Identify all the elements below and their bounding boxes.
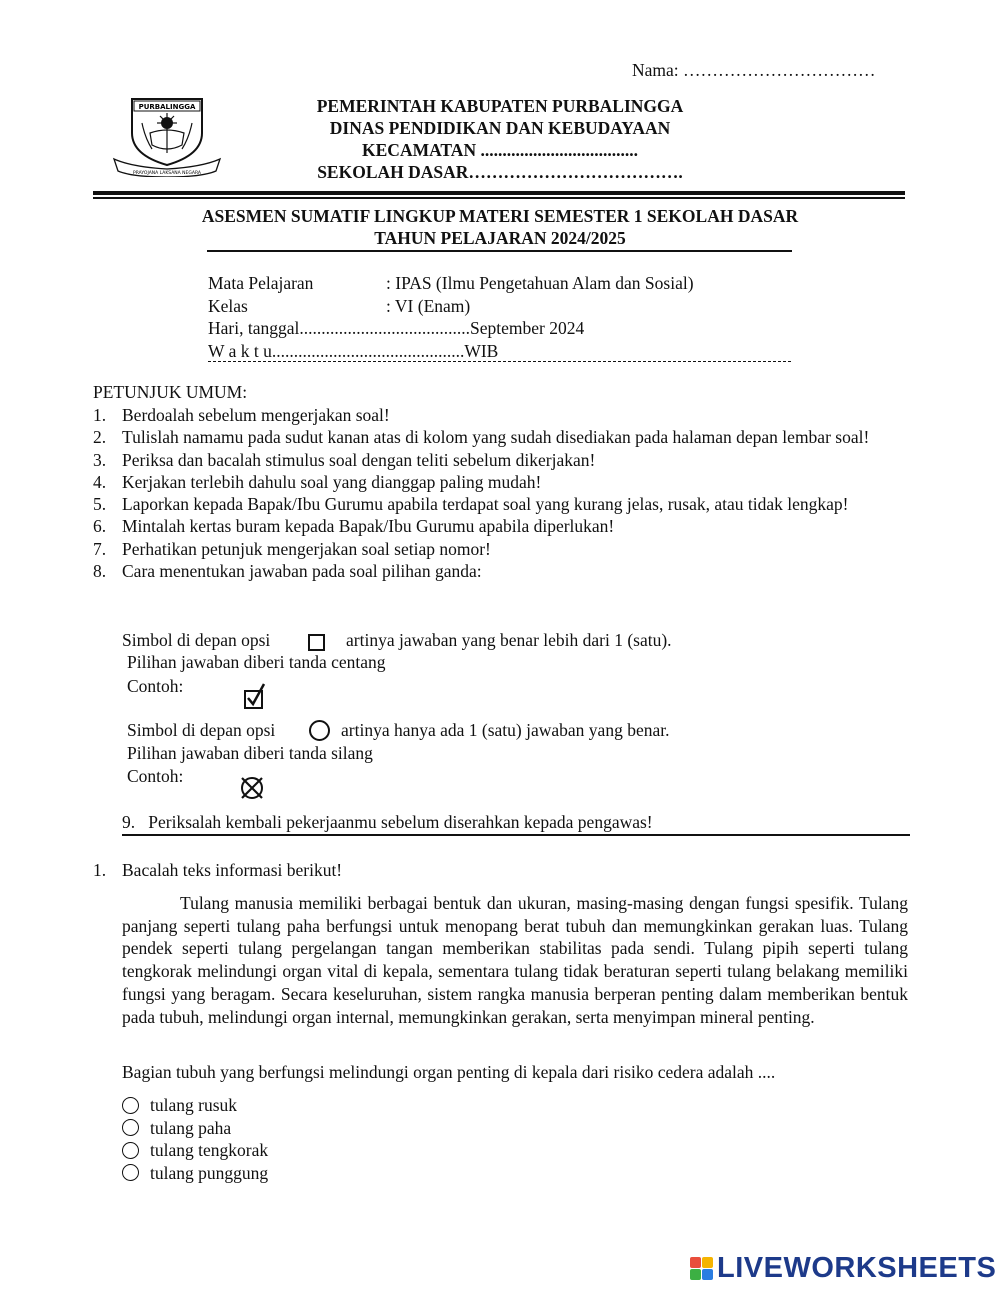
logo-bottom-text: PRAYOJANA LAKSANA NEGARA (133, 171, 201, 176)
option-label: tulang punggung (150, 1162, 269, 1183)
dashed-divider (208, 361, 791, 362)
radio-circle-icon[interactable] (122, 1119, 139, 1136)
exam-title-line-2: TAHUN PELAJARAN 2024/2025 (374, 228, 626, 248)
option-d[interactable] (122, 1162, 268, 1185)
student-name-field[interactable]: Nama: …………………………… (632, 60, 876, 80)
exam-info (208, 272, 694, 362)
info-row-class (208, 295, 694, 318)
liveworksheets-text: LIVEWORKSHEETS (717, 1252, 997, 1284)
info-label: Mata Pelajaran (208, 273, 314, 293)
radio-circle-icon (309, 720, 330, 741)
question-1-options (122, 1094, 268, 1184)
icon-tile (690, 1257, 701, 1268)
option-label: tulang paha (150, 1117, 232, 1138)
section-divider (122, 834, 910, 836)
list-item: 1. Berdoalah sebelum mengerjakan soal! (93, 405, 390, 425)
symbol-radio-suffix: artinya hanya ada 1 (satu) jawaban yang benar. (341, 720, 670, 740)
exam-title-line-1: ASESMEN SUMATIF LINGKUP MATERI SEMESTER 1 SEKOLAH DASAR (201, 206, 799, 226)
option-b[interactable] (122, 1117, 268, 1140)
checked-checkbox-icon (243, 682, 267, 710)
icon-tile (690, 1269, 701, 1280)
contoh-label: Contoh: (127, 676, 184, 696)
list-item: 4. Kerjakan terlebih dahulu soal yang dianggap paling mudah! (93, 471, 542, 492)
radio-circle-icon[interactable] (122, 1164, 139, 1181)
question-1-text: Bagian tubuh yang berfungsi melindungi organ penting di kepala dari risiko cedera adalah .... (122, 1062, 776, 1082)
option-label: tulang rusuk (150, 1095, 238, 1115)
instructions-list (93, 404, 905, 582)
symbol-radio-prefix: Simbol di depan opsi (127, 720, 276, 740)
title-underline (207, 250, 792, 252)
instructions-title: PETUNJUK UMUM: (93, 382, 248, 402)
purbalingga-crest-logo (112, 93, 222, 177)
instruction-item-9: 9. Periksalah kembali pekerjaanmu sebelum diserahkan kepada pengawas! (122, 812, 653, 832)
header-rule-thick (93, 191, 905, 195)
checkbox-icon (308, 634, 325, 651)
liveworksheets-brand (690, 1252, 996, 1285)
list-item: 3. Periksa dan bacalah stimulus soal dengan teliti sebelum dikerjakan! (93, 449, 596, 470)
contoh-label: Contoh: (127, 766, 184, 786)
exam-title (150, 205, 850, 249)
header-line-4: SEKOLAH DASAR………………………………. (317, 162, 683, 182)
header-line-1: PEMERINTAH KABUPATEN PURBALINGGA (316, 96, 684, 116)
info-value: : IPAS (Ilmu Pengetahuan Alam dan Sosial) (386, 273, 694, 293)
info-row-time: W a k t u............................................WIB (208, 340, 499, 361)
option-c[interactable] (122, 1139, 268, 1162)
info-label: Kelas (208, 295, 248, 316)
icon-tile (702, 1257, 713, 1268)
radio-circle-icon[interactable] (122, 1142, 139, 1159)
crossed-radio-icon (238, 774, 266, 802)
radio-circle-icon[interactable] (122, 1097, 139, 1114)
info-value: : VI (Enam) (386, 295, 471, 316)
logo-top-text: PURBALINGGA (138, 103, 196, 111)
list-item: 5. Laporkan kepada Bapak/Ibu Gurumu apabila terdapat soal yang kurang jelas, rusak, atau tidak lengkap! (93, 494, 849, 515)
header-rule-thin (93, 197, 905, 199)
symbol-checkbox-suffix: artinya jawaban yang benar lebih dari 1 (satu). (346, 630, 672, 650)
symbol-checkbox-prefix: Simbol di depan opsi (122, 630, 271, 650)
radio-note: Pilihan jawaban diberi tanda silang (127, 743, 373, 763)
option-label: tulang tengkorak (150, 1140, 269, 1160)
checkbox-note: Pilihan jawaban diberi tanda centang (127, 652, 386, 672)
question-1-passage: Tulang manusia memiliki berbagai bentuk dan ukuran, masing-masing dengan fungsi spesifik. Tulang panjang seperti tulang paha berfungsi untuk menopang berat tubuh dan memungkinkan gerakan luas. Tulang pendek seperti tulang pergelangan tangan memberikan stabilitas pada sendi. Tulang pipih seperti tulang tengkorak melindungi organ vital di kepala, sementara tulang tidak beraturan seperti tulang belakang memiliki fungsi yang beragam. Secara keseluruhan, sistem rangka manusia berperan penting dalam memberikan bentuk pada tubuh, melindungi organ internal, memungkinkan gerakan, serta menyimpan mineral penting. (122, 893, 908, 1027)
liveworksheets-icon (690, 1257, 713, 1280)
list-item: 6. Mintalah kertas buram kepada Bapak/Ibu Gurumu apabila diperlukan! (93, 516, 615, 537)
list-item: 2. Tulislah namamu pada sudut kanan atas di kolom yang sudah disediakan pada halaman depan lembar soal! (93, 427, 870, 448)
header-line-2: DINAS PENDIDIKAN DAN KEBUDAYAAN (329, 118, 671, 138)
list-item: 7. Perhatikan petunjuk mengerjakan soal setiap nomor! (93, 538, 491, 559)
option-a[interactable] (122, 1094, 268, 1117)
info-row-date: Hari, tanggal.......................................September 2024 (208, 318, 585, 338)
header-line-3: KECAMATAN .................................... (362, 140, 638, 160)
question-1-intro: 1. Bacalah teks informasi berikut! (93, 860, 343, 880)
info-row-subject (208, 272, 694, 295)
icon-tile (702, 1269, 713, 1280)
school-header (235, 95, 765, 183)
list-item: 8. Cara menentukan jawaban pada soal pilihan ganda: (93, 561, 482, 582)
